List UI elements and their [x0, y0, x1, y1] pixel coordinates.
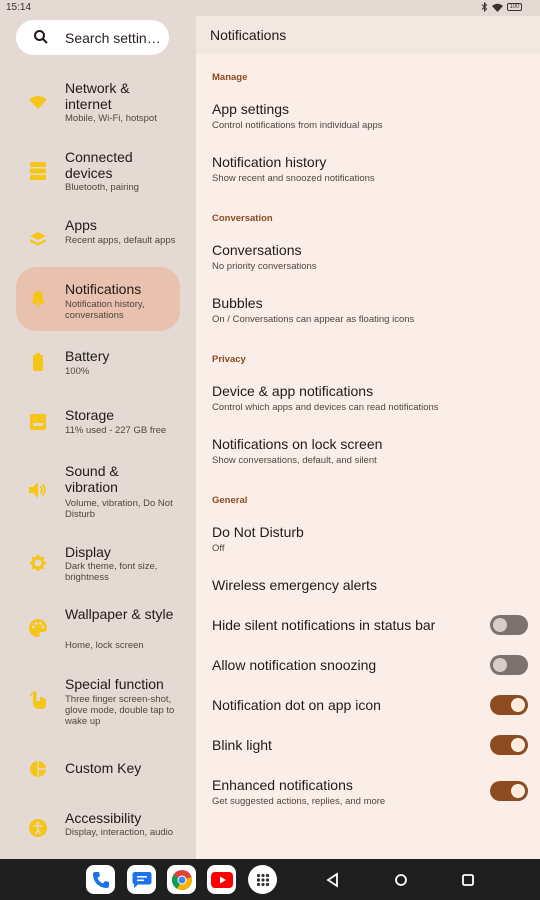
sidebar-item-sublabel: 11% used - 227 GB free: [65, 425, 167, 436]
row-subtitle: On / Conversations can appear as floating icons: [212, 314, 415, 325]
row-title: Notification history: [212, 154, 327, 170]
sidebar-item-storage[interactable]: [16, 400, 180, 450]
row-title: Blink light: [212, 737, 272, 753]
app-drawer-icon[interactable]: [248, 865, 277, 894]
sidebar-item-sublabel: Mobile, Wi-Fi, hotspot: [65, 113, 157, 124]
search-icon: [33, 29, 49, 45]
search-bar[interactable]: [16, 20, 169, 55]
bluetooth-icon: [481, 2, 488, 12]
sidebar-item-accessibility[interactable]: [16, 808, 180, 854]
speaker-icon: [28, 480, 48, 500]
battery-icon: [28, 352, 48, 372]
sidebar-item-network[interactable]: [16, 72, 180, 134]
sidebar-item-label: Sound & vibration: [65, 463, 119, 495]
row-title: Conversations: [212, 242, 302, 258]
navigation-bar: [0, 859, 540, 900]
status-time: 15:14: [6, 2, 32, 13]
sidebar-item-label: Custom Key: [65, 760, 142, 776]
sidebar-item-sublabel: Dark theme, font size, brightness: [65, 561, 158, 583]
sidebar-item-label: Storage: [65, 407, 115, 423]
status-icons: [481, 2, 522, 12]
notifications-panel: [196, 16, 540, 859]
row-title: Device & app notifications: [212, 383, 374, 399]
hide-silent-toggle[interactable]: [490, 615, 528, 635]
row-title: Do Not Disturb: [212, 524, 304, 540]
custom-key-icon: [28, 759, 48, 779]
sidebar-item-label: Wallpaper & style: [65, 606, 174, 622]
sidebar-item-wallpaper[interactable]: [16, 602, 180, 652]
home-icon[interactable]: [392, 871, 410, 889]
row-title: Allow notification snoozing: [212, 657, 377, 673]
brightness-icon: [28, 553, 48, 573]
messages-app-icon[interactable]: [127, 865, 156, 894]
row-subtitle: Show recent and snoozed notifications: [212, 173, 375, 184]
palette-icon: [28, 618, 48, 638]
gesture-icon: [28, 690, 48, 710]
section-header-privacy: Privacy: [212, 354, 246, 365]
sidebar-item-special-function[interactable]: [16, 672, 180, 732]
sidebar-item-sublabel: Bluetooth, pairing: [65, 182, 139, 193]
row-title: Notification dot on app icon: [212, 697, 381, 713]
chrome-app-icon[interactable]: [167, 865, 196, 894]
sidebar-item-sublabel: Recent apps, default apps: [65, 235, 176, 246]
row-title: Hide silent notifications in status bar: [212, 617, 436, 633]
search-input[interactable]: Search settin…: [65, 30, 161, 46]
sidebar-item-label: Accessibility: [65, 810, 142, 826]
back-icon[interactable]: [324, 871, 342, 889]
enhanced-notifications-row[interactable]: [212, 772, 528, 812]
toggle-knob: [511, 784, 525, 798]
devices-icon: [28, 161, 48, 181]
settings-sidebar: [0, 16, 196, 859]
section-header-manage: Manage: [212, 72, 248, 83]
sidebar-item-sublabel: Display, interaction, audio: [65, 827, 174, 838]
sidebar-item-label: Notifications: [65, 281, 142, 297]
sidebar-item-display[interactable]: [16, 540, 180, 590]
section-header-general: General: [212, 495, 248, 506]
accessibility-icon: [28, 818, 48, 838]
sidebar-item-sound[interactable]: [16, 462, 180, 524]
sidebar-item-connected-devices[interactable]: [16, 141, 180, 203]
battery-status-icon: [507, 3, 522, 11]
section-header-conversation: Conversation: [212, 213, 273, 224]
row-subtitle: Control which apps and devices can read notifications: [212, 402, 439, 413]
hide-silent-row[interactable]: [212, 612, 528, 640]
sidebar-item-label: Apps: [65, 217, 97, 233]
sidebar-item-label: Connected devices: [65, 149, 133, 181]
sidebar-item-sublabel: Home, lock screen: [65, 640, 144, 651]
row-subtitle: Off: [212, 543, 225, 554]
blink-light-row[interactable]: [212, 732, 528, 760]
row-title: Enhanced notifications: [212, 777, 353, 793]
device-app-notifications-row[interactable]: [212, 380, 528, 428]
row-subtitle: No priority conversations: [212, 261, 317, 272]
enhanced-notifications-toggle[interactable]: [490, 781, 528, 801]
recents-icon[interactable]: [459, 871, 477, 889]
notification-dot-toggle[interactable]: [490, 695, 528, 715]
app-settings-row[interactable]: [212, 98, 528, 146]
apps-icon: [28, 229, 48, 249]
sidebar-item-apps[interactable]: [16, 211, 180, 271]
bubbles-row[interactable]: [212, 292, 528, 340]
conversations-row[interactable]: [212, 239, 528, 287]
sidebar-item-custom-key[interactable]: [16, 752, 180, 786]
lock-screen-notifications-row[interactable]: [212, 433, 528, 481]
toggle-knob: [493, 618, 507, 632]
wifi-status-icon: [492, 3, 503, 12]
wifi-icon: [28, 92, 48, 112]
phone-app-icon[interactable]: [86, 865, 115, 894]
snoozing-row[interactable]: [212, 652, 528, 680]
row-subtitle: Show conversations, default, and silent: [212, 455, 377, 466]
sidebar-item-sublabel: 100%: [65, 366, 90, 377]
row-title: Wireless emergency alerts: [212, 577, 377, 593]
row-subtitle: Get suggested actions, replies, and more: [212, 796, 386, 807]
row-title: Notifications on lock screen: [212, 436, 383, 452]
page-title: Notifications: [210, 27, 287, 43]
emergency-alerts-row[interactable]: [212, 574, 528, 608]
sidebar-item-label: Special function: [65, 676, 164, 692]
sidebar-item-label: Network & internet: [65, 80, 130, 112]
toggle-knob: [493, 658, 507, 672]
battery-level: 100: [509, 4, 520, 10]
sidebar-item-sublabel: Volume, vibration, Do Not Disturb: [65, 498, 173, 520]
sidebar-item-label: Display: [65, 544, 111, 560]
sidebar-item-sublabel: Three finger screen-shot, glove mode, double tap to wake up: [65, 694, 175, 727]
sidebar-item-sublabel: Notification history, conversations: [65, 299, 145, 321]
bell-icon: [28, 289, 48, 309]
notification-history-row[interactable]: [212, 151, 528, 199]
snoozing-toggle[interactable]: [490, 655, 528, 675]
storage-icon: [28, 412, 48, 432]
notification-dot-row[interactable]: [212, 692, 528, 720]
youtube-app-icon[interactable]: [207, 865, 236, 894]
row-subtitle: Control notifications from individual apps: [212, 120, 383, 131]
status-bar: [0, 0, 540, 16]
toggle-knob: [511, 738, 525, 752]
row-title: App settings: [212, 101, 290, 117]
panel-header: [196, 16, 540, 54]
do-not-disturb-row[interactable]: [212, 521, 528, 569]
sidebar-item-notifications[interactable]: [16, 267, 180, 331]
blink-light-toggle[interactable]: [490, 735, 528, 755]
sidebar-item-label: Battery: [65, 348, 110, 364]
sidebar-item-battery[interactable]: [16, 340, 180, 390]
row-title: Bubbles: [212, 295, 263, 311]
toggle-knob: [511, 698, 525, 712]
